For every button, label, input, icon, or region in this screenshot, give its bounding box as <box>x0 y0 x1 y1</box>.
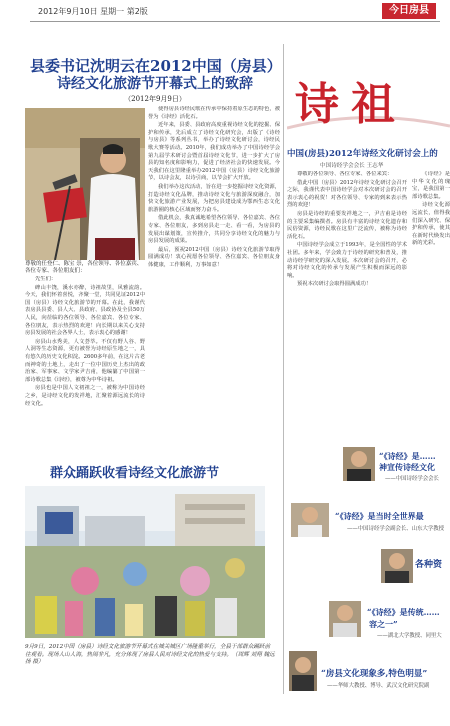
quote-1: “《诗经》是…… <box>379 451 436 461</box>
paragraph: 房县是诗经的重要发祥地之一，尹吉甫是诗经的主要采集编撰者。房县有丰富的诗经文化遗存和民俗资源，诗经民歌在这里广泛流传，被称为诗经活化石。 <box>287 210 407 240</box>
banner-calligraphy: 诗祖 <box>295 79 407 130</box>
quote-2-source: ——中国诗经学会副会长、山东大学教授 <box>347 526 445 532</box>
section2-headline: 群众踊跃收看诗经文化旅游节 <box>50 466 220 481</box>
paragraph: 尊敬的各位领导、各位专家、各位来宾： <box>297 171 393 177</box>
quotes-section <box>287 445 450 710</box>
right-column-2 <box>412 171 450 439</box>
header-rule <box>30 21 440 22</box>
paragraph: 我们举办这次活动，旨在进一步挖掘诗经文化资源，打造诗经文化品牌，推动诗经文化与旅游深度融合，加快文化旅游产业发展，为把房县建设成为鄂西生态文化旅游圈的核心区域而努力奋斗。 <box>148 183 280 213</box>
paragraph: 诗经文化源远流长，值得我们深入研究、保护和传承，使其在新时代焕发出新的光彩。 <box>412 202 450 247</box>
right-column-1 <box>287 171 407 439</box>
article-column-2 <box>148 106 280 456</box>
paragraph: 房县山水秀美，人文荟萃。不仅有野人谷、野人洞等生态资源，更有被誉为诗经原生地之一，具有悠久的历史文化积淀。2600多年前，在这片古老而神奇的土地上，走出了一位中国历史上杰出的政治家、军事家、文学家尹吉甫，他编纂了中国第一部诗歌总集《诗经》，被尊为中华诗祖。 <box>25 338 145 383</box>
portrait-photo <box>343 447 375 481</box>
quote-4-source: ——湖北大学教授、同里大 <box>377 633 442 639</box>
column-divider <box>283 44 284 694</box>
paragraph: 房县也是中国人文初祖之一，被称为中国诗经之乡，是诗经文化的发祥地，汇聚着源远流长的诗经文化。 <box>25 385 145 407</box>
paragraph: 碑山丰饶，溪水亦醉，诗祖故里，风雅流韵。今天，我们怀着喜悦，齐聚一堂，共同见证2012中国（房县）诗经文化旅游节的开幕。在此，我谨代表房县县委、县人大、县政府、县政协及全县50万人民，向莅临的各位领导、各位嘉宾、各位专家、各位朋友，表示热烈的欢迎！向长期以来关心支持房县发展的社会各界人士，表示衷心的感谢！ <box>25 284 145 337</box>
section2-caption: 9月9日，2012中国（房县）诗经文化旅游节开幕式在城关城区广场隆重举行，全县干部群众踊跃前往观看。现场人山人海，热闹非凡，充分体现了房县人民对诗经文化的热爱与支持。（周辉 刘翔 魏远扬 摄） <box>25 644 275 665</box>
photo-caption: 尊敬的任登仁、陈宝 崇，各位领导、各位嘉宾、各位专家、各位朋友们： <box>25 261 143 274</box>
quote-3: 各种资 <box>415 560 443 570</box>
quote-1-cont: 神宣传诗经文化 <box>379 462 435 472</box>
right-headline: 中国(房县)2012年诗经文化研讨会上的 <box>287 149 438 159</box>
quote-2: “《诗经》是当时全世界最 <box>335 511 424 521</box>
masthead-date: 2012年9月10日 星期一 第2版 <box>38 7 148 16</box>
paragraph: 先生们： <box>35 276 57 282</box>
quote-4-cont: 容之一” <box>369 619 398 629</box>
right-byline: 中国诗经学会会长 王志华 <box>320 163 384 169</box>
article-column-1 <box>25 276 145 456</box>
quote-5: “房县文化现象多,特色明显” <box>321 669 428 679</box>
speaker-photo <box>25 108 145 260</box>
quote-1-source: ——中国诗经学会会长 <box>385 476 439 482</box>
article-headline-line2: 诗经文化旅游节开幕式上的致辞 <box>57 76 253 92</box>
portrait-photo <box>291 503 329 537</box>
poetry-ancestor-banner <box>287 48 450 143</box>
paragraph: 预祝本次研讨会取得圆满成功！ <box>297 281 372 288</box>
portrait-photo <box>381 549 413 583</box>
section-badge: 今日房县 <box>382 3 436 19</box>
paragraph: 借此机会，我真诚地希望各位领导、各位嘉宾、各位专家、各位朋友，多到房县走一走、看一看，为房县的发展出谋划策，宣传推介，共同分享诗经文化的魅力与房县发展的成果。 <box>148 215 280 245</box>
portrait-photo <box>329 601 361 637</box>
paragraph: 中国诗经学会成立于1993年，是全国性的学术社团。多年来，学会致力于诗经的研究和普及，推动诗经学研究的深入发展。本次研讨会的召开，必将对诗经文化的传承与发展产生积极而深远的影响。 <box>287 242 407 279</box>
paragraph: 最后，预祝2012中国（房县）诗经文化旅游节取得圆满成功！衷心祝愿各位领导、各位嘉宾、各位朋友身体健康，工作顺利，万事如意！ <box>148 246 280 268</box>
article-headline-line1: 县委书记沈明云在2012中国（房县） <box>30 57 282 75</box>
quote-5-source: ——华师大教授、博导、武汉文化研究院副 <box>327 683 430 689</box>
crowd-photo <box>25 486 265 638</box>
article-dateline: （2012年9月9日） <box>124 95 186 103</box>
paragraph: 使得房县诗经民歌在传承中保持着原生态的特色，被誉为《诗经》活化石。 <box>148 106 280 120</box>
paragraph: 借此中国（房县）2012年诗经文化研讨会召开之际，我谨代表中国诗经学会对本次研讨会的召开表示衷心的祝贺！对各位领导、专家的到来表示热烈的欢迎！ <box>287 179 407 209</box>
masthead <box>0 0 450 22</box>
quote-4: “《诗经》是传统…… <box>367 607 440 617</box>
paragraph: 近年来，县委、县政府高度重视诗经文化的挖掘、保护和传承，先后成立了诗经文化研究会，出版了《诗经与房县》等系列丛书，举办了诗经文化研讨会，诗经民歌大赛等活动。2010年，我们成功举办了中国诗经学会第九届学术研讨会暨首届诗经文化节，进一步扩大了房县的知名度和影响力，促进了经济社会的快速发展。今天我们在这里隆重举办2012中国（房县）诗经文化旅游节，以诗会友，以诗引商，以节会扩大开放。 <box>148 122 280 182</box>
portrait-photo <box>289 651 317 691</box>
paragraph: 《诗经》是中华文化的瑰宝，是我国第一部诗歌总集。 <box>412 171 450 200</box>
